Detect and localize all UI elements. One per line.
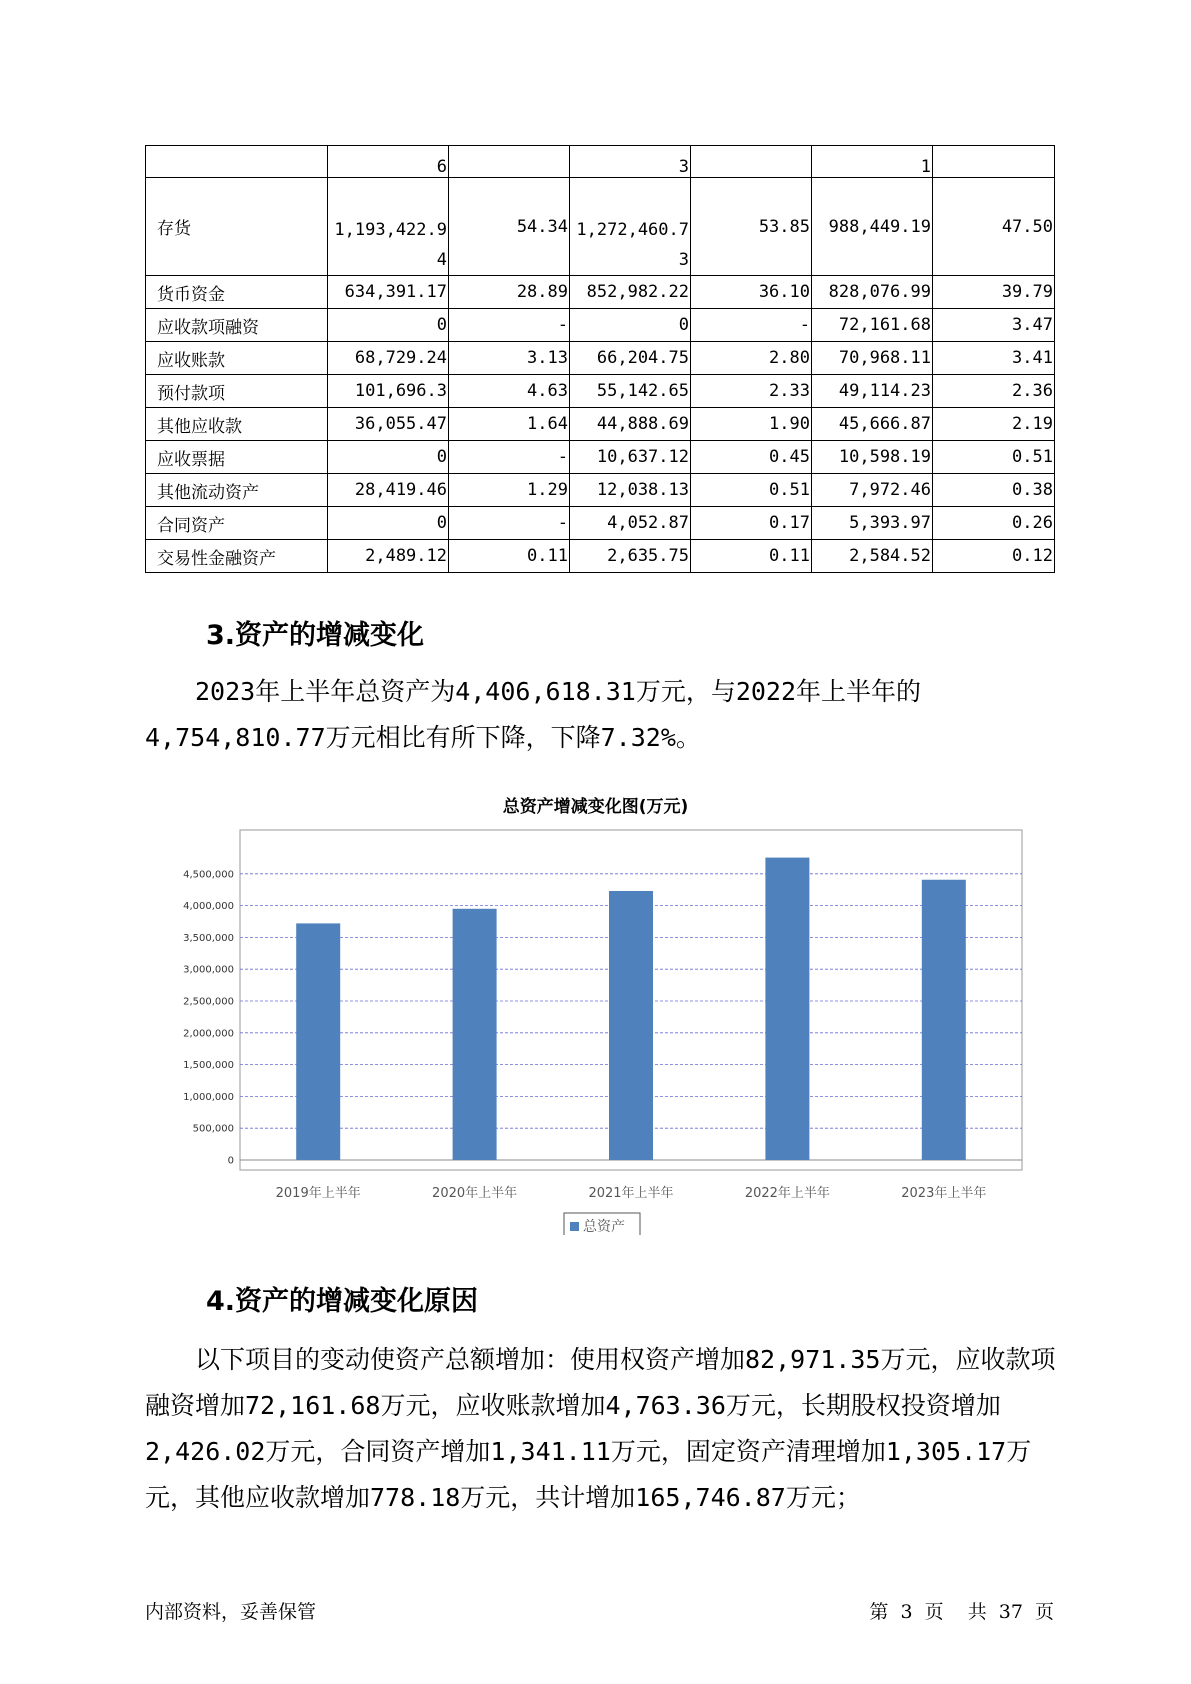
table-cell: - — [449, 309, 570, 342]
table-cell — [691, 146, 812, 178]
table-cell: 72,161.68 — [812, 309, 933, 342]
table-cell: 47.50 — [933, 178, 1055, 276]
table-cell: 0.12 — [933, 540, 1055, 573]
y-tick-label: 4,000,000 — [183, 901, 234, 913]
y-tick-label: 2,500,000 — [183, 996, 234, 1008]
row-label: 其他流动资产 — [146, 474, 328, 507]
section4-heading: 4.资产的增减变化原因 — [206, 1286, 479, 1317]
row-label: 预付款项 — [146, 375, 328, 408]
table-cell: 0.45 — [691, 441, 812, 474]
table-cell: 828,076.99 — [812, 276, 933, 309]
row-label: 应收票据 — [146, 441, 328, 474]
x-tick-label: 2019年上半年 — [275, 1186, 361, 1201]
page-unit: 页 — [924, 1601, 944, 1623]
table-cell: - — [691, 309, 812, 342]
table-cell: 1.90 — [691, 408, 812, 441]
table-cell: 54.34 — [449, 178, 570, 276]
table-cell: 4.63 — [449, 375, 570, 408]
table-cell: 101,696.3 — [328, 375, 449, 408]
table-cell: 28,419.46 — [328, 474, 449, 507]
table-cell: 6 — [328, 146, 449, 178]
table-cell: 53.85 — [691, 178, 812, 276]
y-tick-label: 1,500,000 — [183, 1060, 234, 1072]
table-cell: 70,968.11 — [812, 342, 933, 375]
table-cell: 0.38 — [933, 474, 1055, 507]
table-cell: 852,982.22 — [570, 276, 691, 309]
table-cell: 55,142.65 — [570, 375, 691, 408]
table-row — [146, 146, 1055, 178]
bar — [922, 880, 966, 1160]
row-label: 应收款项融资 — [146, 309, 328, 342]
table-cell: 49,114.23 — [812, 375, 933, 408]
table-cell: 0 — [570, 309, 691, 342]
table-cell: 2,489.12 — [328, 540, 449, 573]
table-row — [146, 375, 1055, 408]
row-label: 交易性金融资产 — [146, 540, 328, 573]
x-tick-label: 2023年上半年 — [901, 1186, 987, 1201]
table-cell: 5,393.97 — [812, 507, 933, 540]
row-label — [146, 146, 328, 178]
total-pages: 37 — [998, 1601, 1023, 1623]
bar — [296, 923, 340, 1160]
table-cell: 0.11 — [691, 540, 812, 573]
y-tick-label: 3,500,000 — [183, 932, 234, 944]
table-cell: - — [449, 441, 570, 474]
table-cell: 2.33 — [691, 375, 812, 408]
row-label: 货币资金 — [146, 276, 328, 309]
table-cell: 12,038.13 — [570, 474, 691, 507]
table-cell: - — [449, 507, 570, 540]
table-row — [146, 276, 1055, 309]
table-cell: 3 — [570, 146, 691, 178]
y-tick-label: 2,000,000 — [183, 1028, 234, 1040]
table-cell: 0.51 — [933, 441, 1055, 474]
table-cell: 4,052.87 — [570, 507, 691, 540]
table-row — [146, 474, 1055, 507]
footer-page-info — [863, 1597, 1054, 1624]
x-tick-label: 2022年上半年 — [744, 1186, 830, 1201]
table-cell: 2.19 — [933, 408, 1055, 441]
y-tick-label: 500,000 — [192, 1123, 234, 1135]
section4-paragraph: 以下项目的变动使资产总额增加：使用权资产增加82,971.35万元，应收款项融资增加72,161.68万元，应收账款增加4,763.36万元，长期股权投资增加2,426.02万元，合同资产增加1,341.11万元，固定资产清理增加1,305.17万元，其他应收款增加778.18万元，共计增加165,746.87万元； — [145, 1345, 1056, 1512]
table-cell: 68,729.24 — [328, 342, 449, 375]
total-unit: 页 — [1034, 1601, 1054, 1623]
table-cell: 36,055.47 — [328, 408, 449, 441]
table-cell: 0.51 — [691, 474, 812, 507]
chart-title: 总资产增减变化图(万元) — [502, 797, 689, 817]
bar — [609, 891, 653, 1160]
table-cell: 0.17 — [691, 507, 812, 540]
y-tick-label: 4,500,000 — [183, 869, 234, 881]
table-cell: 0 — [328, 441, 449, 474]
asset-table — [145, 145, 1055, 573]
row-label: 合同资产 — [146, 507, 328, 540]
table-cell: 3.13 — [449, 342, 570, 375]
page-number: 3 — [900, 1601, 913, 1623]
table-cell: 39.79 — [933, 276, 1055, 309]
bar — [453, 909, 497, 1160]
table-row — [146, 408, 1055, 441]
table-cell: 1,193,422.94 — [328, 178, 449, 276]
table-cell: 0.11 — [449, 540, 570, 573]
table-cell: 10,637.12 — [570, 441, 691, 474]
table-cell: 988,449.19 — [812, 178, 933, 276]
table-cell: 10,598.19 — [812, 441, 933, 474]
table-cell: 3.47 — [933, 309, 1055, 342]
table-cell: 66,204.75 — [570, 342, 691, 375]
table-cell: 1.64 — [449, 408, 570, 441]
table-row — [146, 507, 1055, 540]
footer-confidential-note: 内部资料，妥善保管 — [145, 1601, 317, 1623]
section3-heading: 3.资产的增减变化 — [206, 620, 425, 651]
table-cell: 44,888.69 — [570, 408, 691, 441]
row-label: 其他应收款 — [146, 408, 328, 441]
table-cell: 2.36 — [933, 375, 1055, 408]
table-cell: 1.29 — [449, 474, 570, 507]
table-row — [146, 441, 1055, 474]
y-tick-label: 3,000,000 — [183, 964, 234, 976]
table-cell: 1,272,460.73 — [570, 178, 691, 276]
table-cell: 45,666.87 — [812, 408, 933, 441]
section3-paragraph: 2023年上半年总资产为4,406,618.31万元，与2022年上半年的4,754,810.77万元相比有所下降，下降7.32%。 — [145, 677, 922, 752]
table-row — [146, 342, 1055, 375]
table-row — [146, 309, 1055, 342]
table-cell: 28.89 — [449, 276, 570, 309]
table-cell: 2.80 — [691, 342, 812, 375]
x-tick-label: 2020年上半年 — [432, 1186, 518, 1201]
legend-label: 总资产 — [583, 1219, 625, 1235]
x-tick-label: 2021年上半年 — [588, 1186, 674, 1201]
table-row — [146, 540, 1055, 573]
row-label: 应收账款 — [146, 342, 328, 375]
table-cell: 1 — [812, 146, 933, 178]
table-cell: 0.26 — [933, 507, 1055, 540]
bar — [765, 858, 809, 1160]
table-cell: 36.10 — [691, 276, 812, 309]
table-cell: 7,972.46 — [812, 474, 933, 507]
table-cell: 0 — [328, 309, 449, 342]
total-assets-chart — [160, 825, 1040, 1235]
row-label: 存货 — [146, 178, 328, 276]
total-prefix: 共 — [967, 1601, 987, 1623]
y-tick-label: 1,000,000 — [183, 1091, 234, 1103]
table-cell: 3.41 — [933, 342, 1055, 375]
legend-swatch — [570, 1222, 579, 1231]
y-tick-label: 0 — [227, 1155, 234, 1167]
table-cell — [933, 146, 1055, 178]
page-prefix: 第 — [869, 1601, 889, 1623]
table-cell — [449, 146, 570, 178]
table-row — [146, 178, 1055, 276]
table-cell: 2,584.52 — [812, 540, 933, 573]
table-cell: 0 — [328, 507, 449, 540]
table-cell: 2,635.75 — [570, 540, 691, 573]
table-cell: 634,391.17 — [328, 276, 449, 309]
